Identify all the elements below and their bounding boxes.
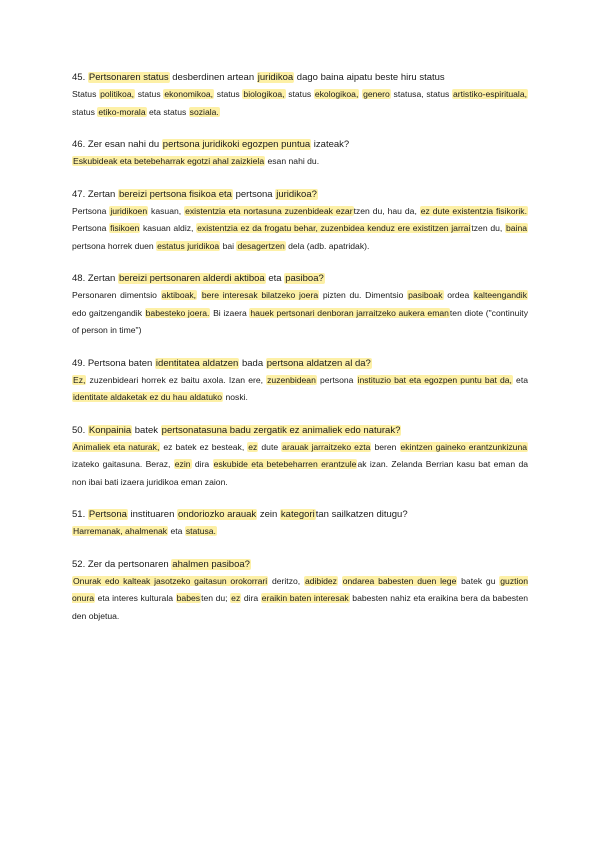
text-segment: eta <box>168 526 185 536</box>
highlighted-text: ekonomikoa, <box>164 89 214 99</box>
text-segment: 50. <box>72 424 88 436</box>
text-segment: status <box>285 89 314 99</box>
highlighted-text: artistiko-espirituala, <box>452 89 528 99</box>
text-segment: 48. Zertan <box>72 273 118 284</box>
highlighted-text: politikoa, <box>100 89 134 99</box>
highlighted-text: pasiboa? <box>285 273 324 284</box>
highlighted-text: etiko-morala <box>98 106 146 117</box>
highlighted-text: bereizi pertsonaren alderdi aktiboa <box>118 273 265 284</box>
text-segment: eta status <box>146 106 189 117</box>
highlighted-text: statusa. <box>185 526 216 536</box>
text-segment: noski. <box>223 392 248 402</box>
text-segment: pertsona <box>232 188 276 200</box>
qa-list <box>72 70 528 625</box>
answer <box>72 203 528 256</box>
highlighted-text: aktiboak, <box>161 290 197 300</box>
text-segment: ez batek ez besteak, <box>160 441 248 452</box>
text-segment: eta <box>265 273 285 284</box>
highlighted-text: kalteengandik <box>473 290 527 300</box>
highlighted-text: pertsona juridikoki egozpen puntua <box>162 139 311 150</box>
qa-block <box>72 137 528 171</box>
highlighted-text: ondoriozko arauak <box>178 509 257 520</box>
highlighted-text: Pertsona <box>88 509 127 520</box>
highlighted-text: existentzia ez da frogatu behar, zuzenbidea kenduz ere existitzen jarrai <box>197 223 471 233</box>
text-segment: tan sailkatzen ditugu? <box>315 509 408 520</box>
text-segment: 49. Pertsona baten <box>72 357 155 369</box>
text-segment: pertsona horrek duen <box>72 240 157 251</box>
highlighted-text: arauak jarraitzeko ezta <box>282 441 371 452</box>
qa-block <box>72 187 528 256</box>
answer <box>72 372 528 407</box>
highlighted-text: zuzenbidean <box>267 374 316 385</box>
qa-block <box>72 356 528 407</box>
highlighted-text: ez dute existentzia fisikorik. <box>420 205 527 216</box>
question <box>72 187 528 203</box>
highlighted-text: bere interesak bilatzeko joera <box>201 290 319 300</box>
question <box>72 70 528 86</box>
question <box>72 137 528 153</box>
text-segment: Pertsona <box>72 223 110 233</box>
text-segment: 52. Zer da pertsonaren <box>72 558 172 570</box>
highlighted-text: Konpainia <box>88 424 132 436</box>
text-segment: tzen du, hau da, <box>353 205 420 216</box>
text-segment: status <box>214 89 243 99</box>
text-segment: bai <box>220 240 237 251</box>
text-segment: instituaren <box>127 509 178 520</box>
question <box>72 271 528 287</box>
text-segment: zein <box>257 509 280 520</box>
text-segment: status <box>72 106 98 117</box>
highlighted-text: eskubide eta betebeharren erantzule <box>213 459 357 469</box>
highlighted-text: juridikoa? <box>276 188 317 200</box>
highlighted-text: fisikoen <box>110 223 140 233</box>
text-segment: edo gaitzengandik <box>72 307 145 318</box>
answer <box>72 439 528 492</box>
highlighted-text: identitatea aldatzen <box>155 357 239 369</box>
text-segment: babesten nahiz eta eraikina bera da babesten den objetua. <box>72 593 529 621</box>
qa-block <box>72 507 528 541</box>
highlighted-text: estatus juridikoa <box>157 240 220 251</box>
text-segment: zuzenbideari horrek ez baitu axola. Izan ere, <box>86 374 267 385</box>
text-segment: bada <box>239 357 266 369</box>
text-segment: dago baina aipatu beste hiru status <box>294 72 445 83</box>
highlighted-text: Pertsonaren status <box>88 72 169 83</box>
text-segment: Pertsona <box>72 205 110 216</box>
highlighted-text: pasiboak <box>408 290 443 300</box>
highlighted-text: ondarea babesten duen lege <box>342 575 457 586</box>
highlighted-text: Harremanak, ahalmenak <box>73 526 168 536</box>
text-segment: 46. Zer esan nahi du <box>72 139 162 150</box>
highlighted-text: juridikoa <box>257 72 294 83</box>
text-segment: izateko gaitasuna. Beraz, <box>72 459 174 469</box>
text-segment: izateak? <box>311 139 350 150</box>
text-segment: kasuan aldiz, <box>140 223 197 233</box>
text-segment: dira <box>241 593 261 603</box>
text-segment: 51. <box>72 509 88 520</box>
highlighted-text: ez <box>231 593 241 603</box>
text-segment: statusa, status <box>390 89 452 99</box>
highlighted-text: desagertzen <box>237 240 285 251</box>
question <box>72 423 528 439</box>
highlighted-text: kategori <box>280 509 315 520</box>
text-segment: batek gu <box>457 575 500 586</box>
highlighted-text: pertsona aldatzen al da? <box>266 357 371 369</box>
highlighted-text: ahalmen pasiboa? <box>172 558 250 570</box>
text-segment: kasuan, <box>148 205 185 216</box>
text-segment: ten du; <box>201 593 231 603</box>
text-segment: pertsona <box>316 374 357 385</box>
highlighted-text: existentzia eta nortasuna zuzenbideak ezar <box>185 205 353 216</box>
text-segment: deritzo, <box>268 575 304 586</box>
text-segment: Personaren dimentsio <box>72 290 161 300</box>
answer <box>72 573 528 626</box>
text-segment: dira <box>191 459 213 469</box>
qa-block <box>72 557 528 626</box>
highlighted-text: Onurak edo kalteak jasotzeko gaitasun orokorrari <box>73 575 268 586</box>
highlighted-text: guztion onura <box>72 575 528 603</box>
text-segment: tzen du, <box>471 223 505 233</box>
highlighted-text: Animaliek eta naturak, <box>73 441 160 452</box>
answer <box>72 153 528 171</box>
answer <box>72 523 528 541</box>
highlighted-text: ekologikoa, <box>314 89 359 99</box>
highlighted-text: ez <box>248 441 258 452</box>
text-segment: status <box>135 89 164 99</box>
highlighted-text: juridikoen <box>110 205 148 216</box>
text-segment: 45. <box>72 72 88 83</box>
text-segment: esan nahi du. <box>265 156 320 166</box>
highlighted-text: babes <box>176 593 201 603</box>
qa-block <box>72 423 528 492</box>
text-segment: eta <box>512 374 528 385</box>
question <box>72 557 528 573</box>
highlighted-text: ezin <box>174 459 191 469</box>
text-segment: Status <box>72 89 100 99</box>
text-segment: eta interes kulturala <box>94 593 176 603</box>
highlighted-text: instituzio bat eta egozpen puntu bat da, <box>357 374 512 385</box>
text-segment: desberdinen artean <box>169 72 257 83</box>
text-segment: ak izan. Zelanda Berrian kasu bat eman da non ibai bati izaera juridikoa eman zaion. <box>72 459 529 487</box>
highlighted-text: hauek pertsonari denboran jarraitzeko aukera eman <box>250 307 449 318</box>
question <box>72 356 528 372</box>
highlighted-text: ekintzen gaineko erantzunkizuna <box>400 441 528 452</box>
text-segment: beren <box>371 441 400 452</box>
qa-block <box>72 70 528 121</box>
answer <box>72 287 528 340</box>
highlighted-text: pertsonatasuna badu zergatik ez animaliek edo naturak? <box>161 424 401 436</box>
text-segment: dute <box>258 441 282 452</box>
text-segment: batek <box>132 424 161 436</box>
text-segment: ten diote ("continuity of person in time") <box>72 307 528 335</box>
question <box>72 507 528 523</box>
highlighted-text: baina <box>505 223 528 233</box>
text-segment: 47. Zertan <box>72 188 118 200</box>
answer <box>72 86 528 121</box>
text-segment: dela (adb. apatridak). <box>285 240 370 251</box>
highlighted-text: bereizi pertsona fisikoa eta <box>118 188 232 200</box>
highlighted-text: soziala. <box>189 106 219 117</box>
qa-block <box>72 271 528 340</box>
highlighted-text: genero <box>363 89 390 99</box>
text-segment: pizten du. Dimentsio <box>319 290 408 300</box>
highlighted-text: babesteko joera. <box>145 307 210 318</box>
highlighted-text: Ez, <box>73 374 86 385</box>
highlighted-text: identitate aldaketak ez du hau aldatuko <box>73 392 223 402</box>
highlighted-text: adibidez <box>304 575 337 586</box>
highlighted-text: biologikoa, <box>243 89 285 99</box>
highlighted-text: Eskubideak eta betebeharrak egotzi ahal zaizkiela <box>73 156 265 166</box>
highlighted-text: eraikin baten interesak <box>261 593 349 603</box>
text-segment: Bi izaera <box>210 307 250 318</box>
text-segment: ordea <box>443 290 473 300</box>
